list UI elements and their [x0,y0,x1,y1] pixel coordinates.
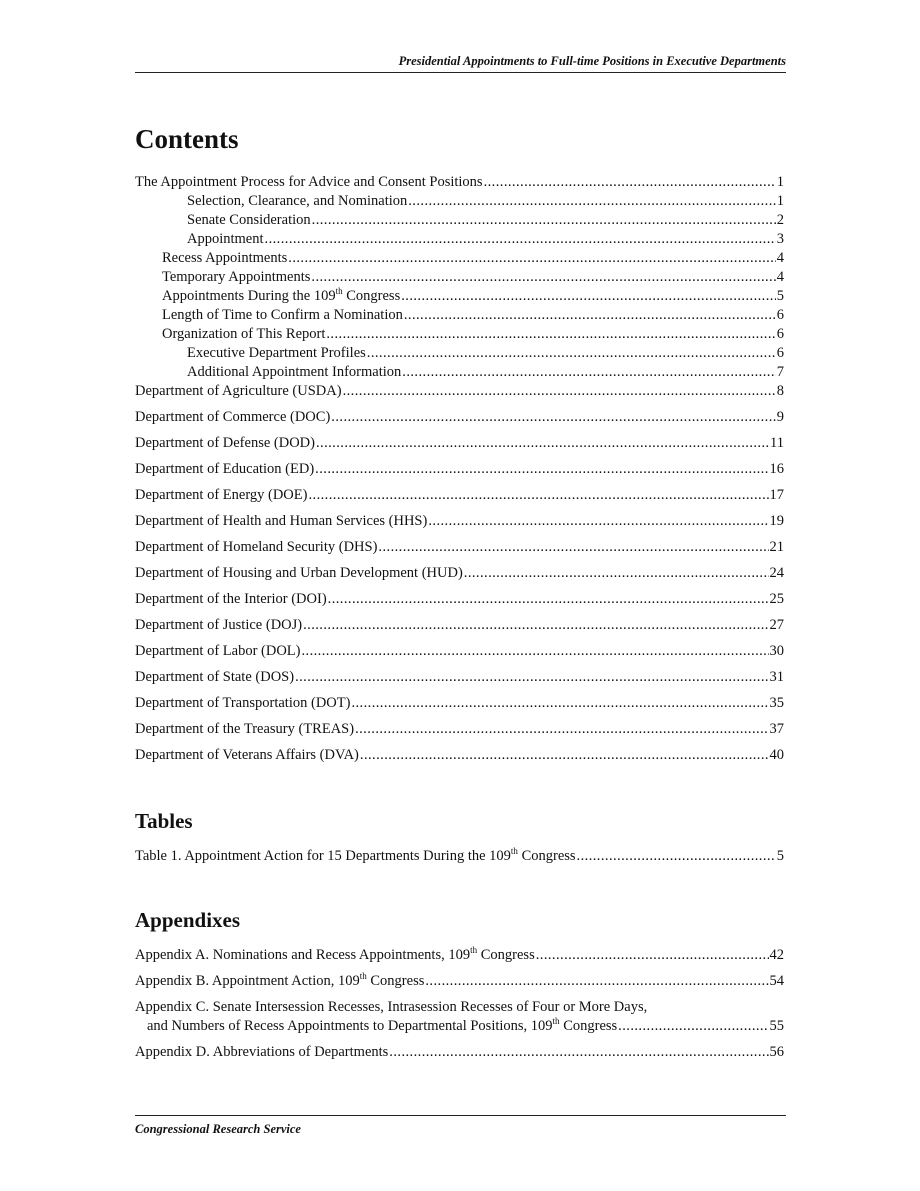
toc-entry-page: 8 [776,383,784,399]
toc-entry-title: Appointment [187,231,264,247]
dot-leader [536,946,769,965]
toc-entry[interactable] [135,249,784,268]
toc-entry-page: 56 [769,1044,784,1060]
toc-entry-title: Table 1. Appointment Action for 15 Departments During the 109th Congress [135,846,576,864]
toc-entry-title: Department of Labor (DOL) [135,643,301,659]
toc-entry[interactable] [135,486,784,505]
toc-entry-title: Department of the Interior (DOI) [135,591,327,607]
toc-entry[interactable] [135,408,784,427]
dot-leader [428,512,768,531]
toc-entry-page: 30 [769,643,784,659]
toc-entry-title: Department of Health and Human Services (HHS) [135,513,428,529]
toc-entry-title: Appendix A. Nominations and Recess Appointments, 109th Congress [135,945,535,963]
toc-entry-page: 1 [776,174,784,190]
toc-entry-title: Department of Defense (DOD) [135,435,315,451]
toc-entry-title: Executive Department Profiles [187,345,366,361]
toc-entry-title: Appendix D. Abbreviations of Departments [135,1044,389,1060]
toc-entry[interactable] [135,363,784,382]
toc-entry[interactable] [135,1043,784,1062]
toc-entry-title: Department of the Treasury (TREAS) [135,721,355,737]
dot-leader [312,211,776,230]
toc-entry[interactable] [135,230,784,249]
toc-entry[interactable] [135,538,784,557]
dot-leader [378,538,768,557]
toc-entry-page: 11 [770,435,784,451]
tables-heading: Tables [135,809,193,833]
toc-entry[interactable] [135,616,784,635]
dot-leader [343,382,776,401]
toc-entry[interactable] [135,211,784,230]
toc-entry[interactable] [135,720,784,739]
toc-entry-page: 54 [769,973,784,989]
toc-entry[interactable] [135,460,784,479]
dot-leader [265,230,776,249]
toc-entry-title: Department of Veterans Affairs (DVA) [135,747,359,763]
toc-entry-title: Department of Commerce (DOC) [135,409,331,425]
dot-leader [464,564,769,583]
dot-leader [367,344,776,363]
toc-entry[interactable] [135,847,784,866]
dot-leader [326,325,775,344]
toc-entry[interactable] [135,192,784,211]
dot-leader [360,746,769,765]
dot-leader [303,616,768,635]
toc-entry-title: Department of Energy (DOE) [135,487,308,503]
toc-entry-page: 40 [769,747,784,763]
dot-leader [308,486,768,505]
dot-leader [408,192,776,211]
toc-entry-title: Length of Time to Confirm a Nomination [162,307,403,323]
toc-entry-page: 3 [776,231,784,247]
toc-entry-title: Department of Housing and Urban Development (HUD) [135,565,463,581]
toc-entry[interactable] [135,642,784,661]
dot-leader [301,642,768,661]
toc-entry-page: 25 [769,591,784,607]
toc-entry[interactable] [135,590,784,609]
toc-entry[interactable] [135,746,784,765]
toc-entry[interactable] [135,434,784,453]
toc-entry-title: Appointments During the 109th Congress [162,286,401,304]
dot-leader [425,972,768,991]
toc-entry-page: 1 [776,193,784,209]
toc-entry[interactable] [135,325,784,344]
dot-leader [404,306,776,325]
tables-toc [135,847,784,866]
toc-entry-page: 6 [776,326,784,342]
dot-leader [316,434,769,453]
toc-entry-title: Organization of This Report [162,326,326,342]
toc-entry[interactable] [135,972,784,991]
toc-entry-page: 17 [769,487,784,503]
toc-entry[interactable] [135,382,784,401]
toc-entry-title: Appendix B. Appointment Action, 109th Congress [135,971,425,989]
toc-entry-page: 7 [776,364,784,380]
appendixes-heading: Appendixes [135,908,241,932]
toc-entry-page: 5 [776,288,784,304]
dot-leader [311,268,775,287]
dot-leader [618,1017,768,1036]
toc-entry-page: 16 [769,461,784,477]
toc-entry-title: Department of Homeland Security (DHS) [135,539,378,555]
toc-entry[interactable] [135,668,784,687]
toc-entry-title: Selection, Clearance, and Nomination [187,193,408,209]
toc-entry[interactable] [135,173,784,192]
toc-entry[interactable] [135,344,784,363]
toc-entry-title: and Numbers of Recess Appointments to Departmental Positions, 109th Congress [147,1016,618,1034]
dot-leader [401,287,776,306]
contents-heading: Contents [135,124,239,154]
toc-entry-title: The Appointment Process for Advice and Consent Positions [135,174,483,190]
toc-entry-page: 55 [769,1018,784,1034]
toc-entry-title: Senate Consideration [187,212,311,228]
toc-entry[interactable] [135,268,784,287]
dot-leader [351,694,768,713]
toc-entry-title: Department of Agriculture (USDA) [135,383,342,399]
toc-entry-title: Recess Appointments [162,250,288,266]
toc-entry-title-line1: Appendix C. Senate Intersession Recesses, Intrasession Recesses of Four or More Days, [135,999,648,1015]
contents-toc [135,173,784,765]
running-header: Presidential Appointments to Full-time Positions in Executive Departments [135,54,786,73]
toc-entry[interactable] [135,694,784,713]
toc-entry[interactable] [135,564,784,583]
toc-entry-page: 4 [776,250,784,266]
dot-leader [315,460,768,479]
dot-leader [402,363,775,382]
dot-leader [295,668,768,687]
toc-entry-title: Department of State (DOS) [135,669,295,685]
toc-entry-page: 35 [769,695,784,711]
toc-entry[interactable] [135,512,784,531]
toc-entry-page: 24 [769,565,784,581]
toc-entry-page: 4 [776,269,784,285]
toc-entry-title: Department of Justice (DOJ) [135,617,303,633]
toc-entry[interactable] [135,306,784,325]
toc-entry-page: 5 [776,848,784,864]
running-footer: Congressional Research Service [135,1115,786,1137]
toc-entry-page: 2 [776,212,784,228]
toc-entry-page: 6 [776,345,784,361]
toc-entry-page: 6 [776,307,784,323]
dot-leader [328,590,769,609]
toc-entry-page: 9 [776,409,784,425]
toc-entry-page: 42 [769,947,784,963]
toc-entry-multiline[interactable] [135,998,784,1036]
toc-entry[interactable] [135,946,784,965]
dot-leader [355,720,768,739]
appendixes-toc [135,946,784,1062]
toc-entry-title: Department of Education (ED) [135,461,315,477]
toc-entry-title: Additional Appointment Information [187,364,402,380]
toc-entry-title: Department of Transportation (DOT) [135,695,351,711]
toc-entry-page: 27 [769,617,784,633]
dot-leader [288,249,775,268]
toc-entry-page: 19 [769,513,784,529]
dot-leader [484,173,776,192]
toc-entry-page: 31 [769,669,784,685]
dot-leader [389,1043,768,1062]
toc-entry-title: Temporary Appointments [162,269,311,285]
toc-entry-title-line2 [135,1017,784,1036]
toc-entry[interactable] [135,287,784,306]
dot-leader [577,847,776,866]
toc-entry-page: 37 [769,721,784,737]
dot-leader [331,408,775,427]
toc-entry-page: 21 [769,539,784,555]
